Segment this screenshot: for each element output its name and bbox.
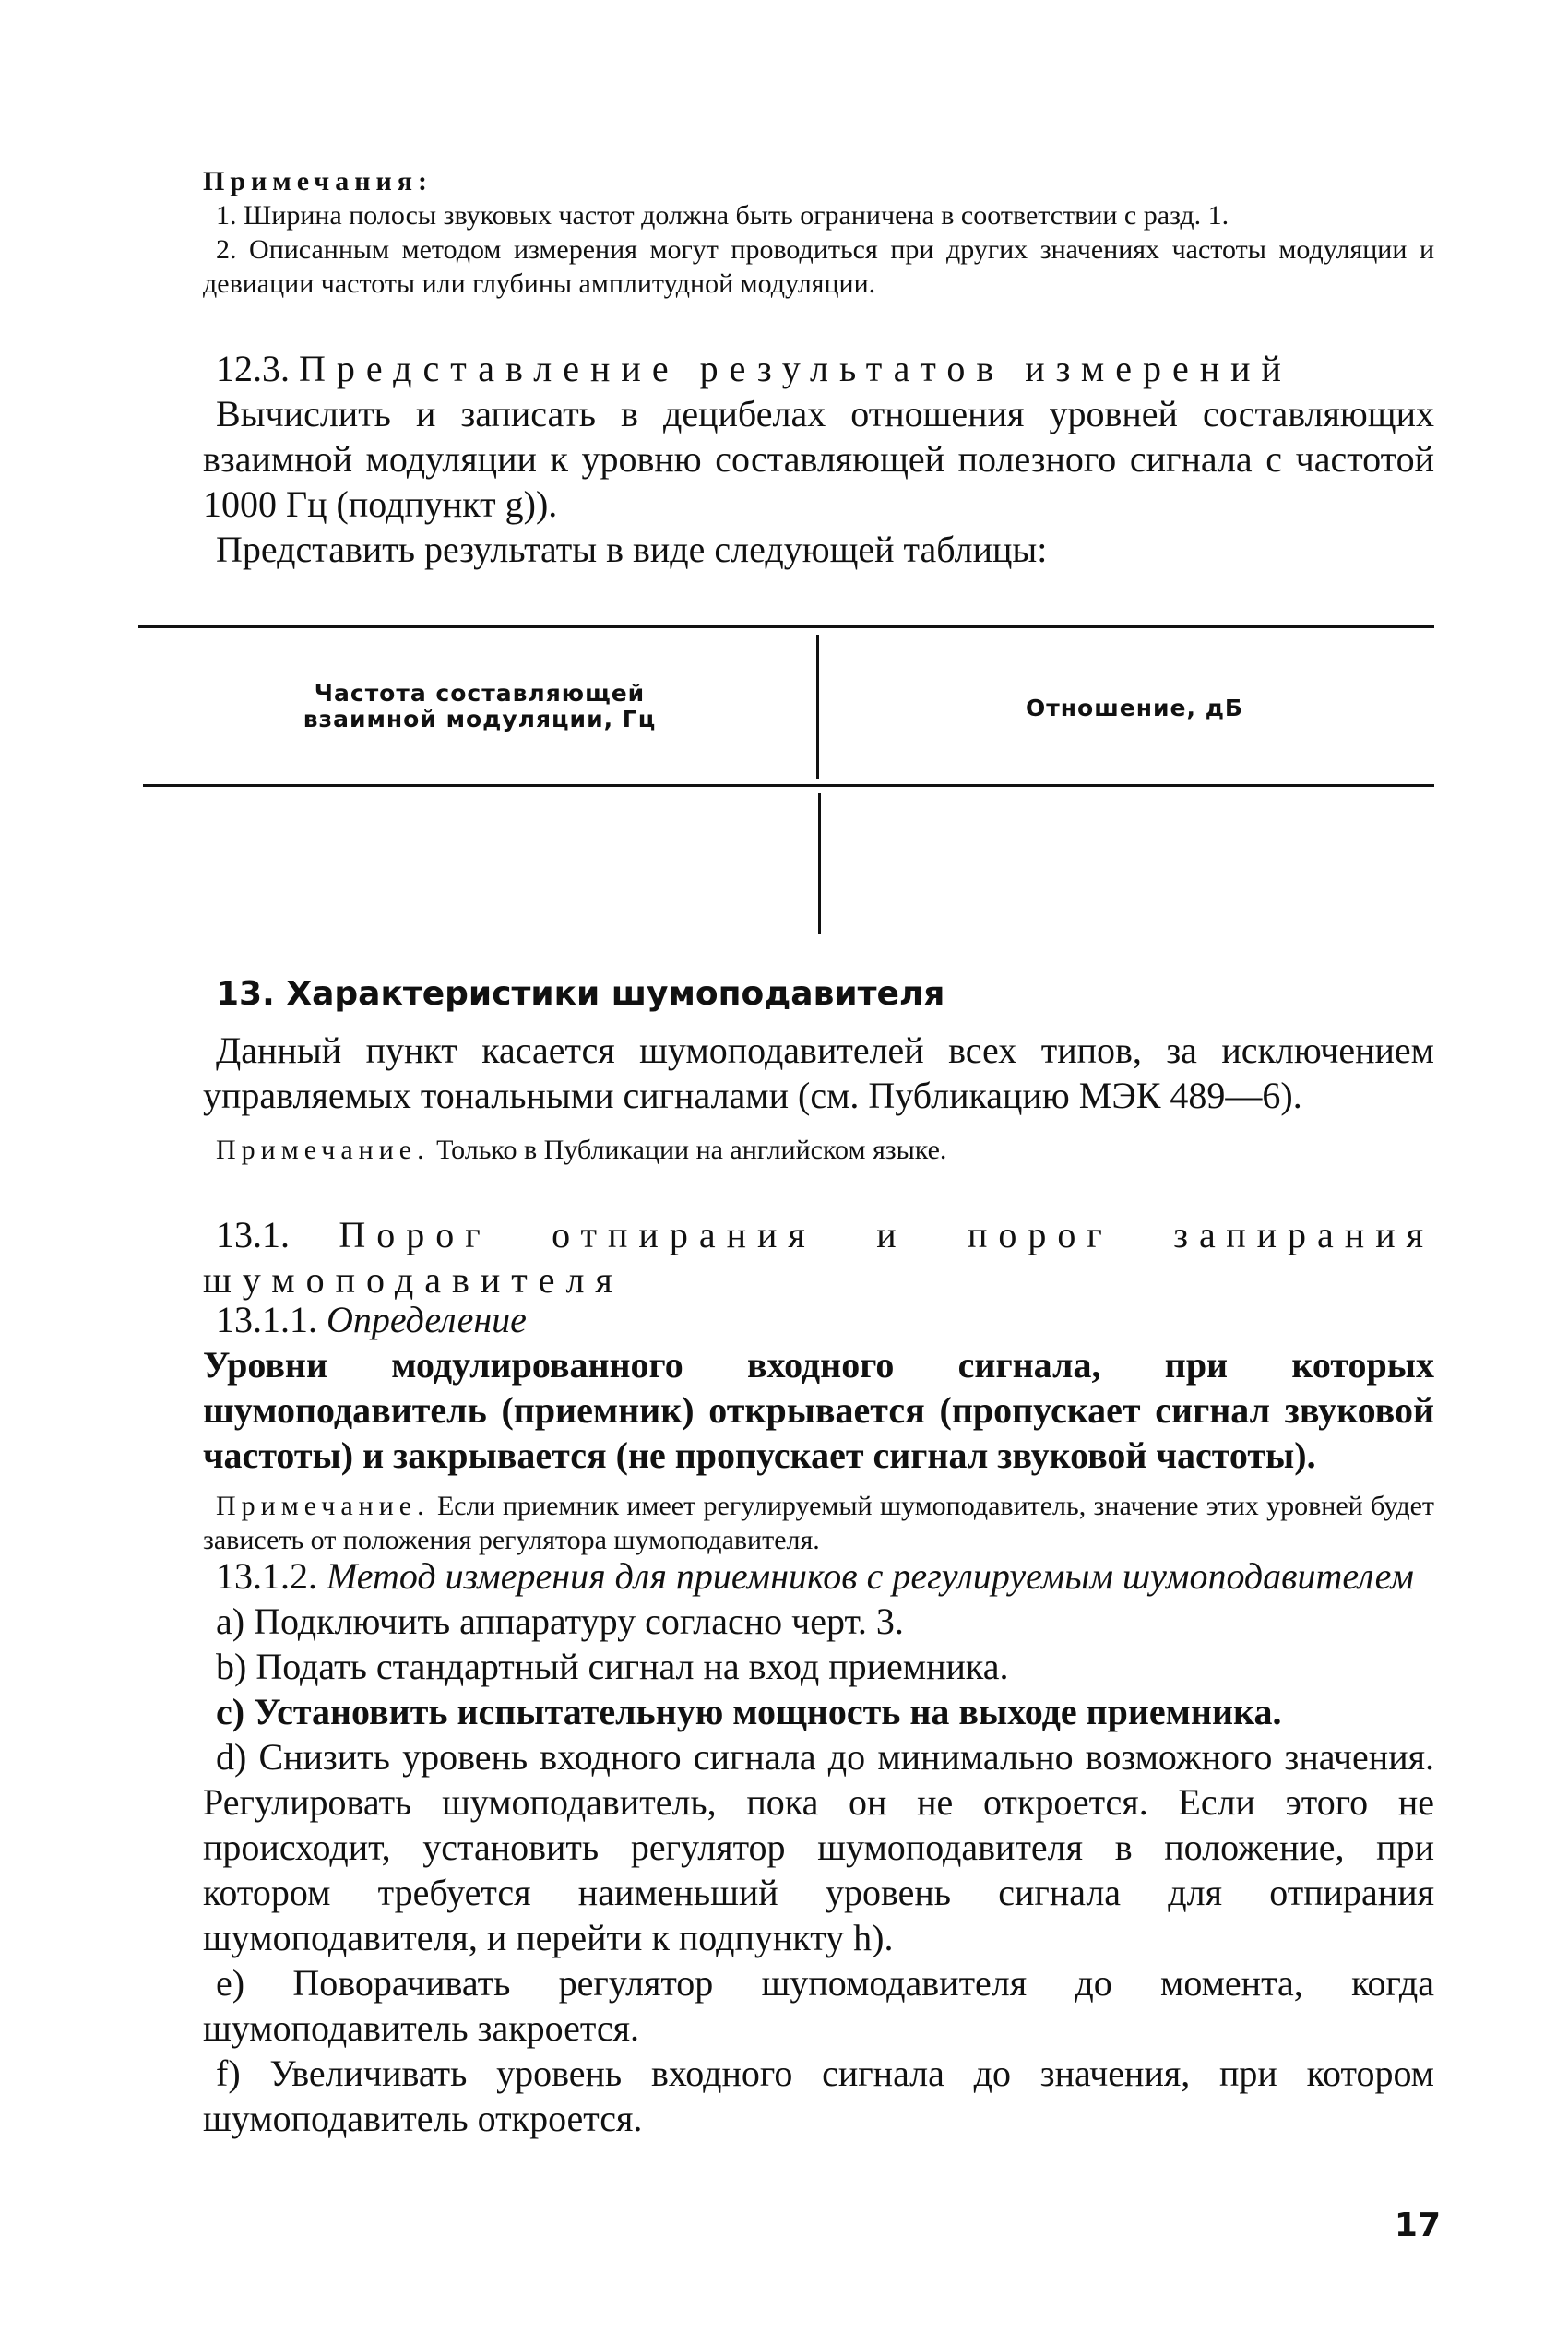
section-title: Метод измерения для приемников с регулируемым шумоподавителем [327, 1555, 1414, 1597]
section-12-3 [203, 346, 1434, 572]
section-13-1-1 [203, 1297, 1434, 1557]
paragraph: Вычислить и записать в децибелах отношения уровней составляющих взаимной модуляции к уровню составляющей полезного сигнала с частотой 1000 Гц (подпункт g)). [203, 393, 1434, 525]
list-item: e) Поворачивать регулятор шупомодавителя до момента, когда шумоподавитель закроется. [203, 1962, 1434, 2049]
note-text: Если приемник имеет регулируемый шумоподавитель, значение этих уровней будет зависеть от положения регулятора шумоподавителя. [203, 1491, 1435, 1555]
section-title: Характеристики шумоподавителя [286, 975, 945, 1013]
list-item: b) Подать стандартный сигнал на вход приемника. [216, 1646, 1009, 1687]
section-13 [203, 971, 1434, 1167]
section-13-1 [203, 1212, 1434, 1303]
notes-block [203, 164, 1434, 301]
section-13-1-2 [203, 1553, 1434, 2141]
section-title: Порог отпирания и порог запирания шумоподавителя [203, 1214, 1434, 1301]
list-item: d) Снизить уровень входного сигнала до минимально возможного значения. Регулировать шумоподавитель, пока он не откроется. Если этого не происходит, установить регулятор шумоподавителя в положение, при котором требуется наименьший уровень сигнала для отпирания шумоподавителя, и перейти к подпункту h). [203, 1736, 1434, 1958]
section-title: Определение [327, 1299, 527, 1340]
table-header-frequency: Частота составляющей взаимной модуляции, Гц [303, 680, 657, 732]
section-number: 13.1. [216, 1214, 290, 1255]
section-heading [203, 1553, 1434, 1599]
page-number: 17 [1394, 2207, 1441, 2244]
section-number: 13.1.2. [216, 1555, 317, 1597]
table-top-rule [138, 625, 1434, 628]
note-item: 2. Описанным методом измерения могут проводиться при других значениях частоты модуляции и девиации частоты или глубины амплитудной модуляции. [203, 234, 1434, 299]
list-item: c) Установить испытательную мощность на выходе приемника. [216, 1691, 1282, 1732]
paragraph: Данный пункт касается шумоподавителей всех типов, за исключением управляемых тональными сигналами (см. Публикацию МЭК 489—6). [203, 1029, 1434, 1116]
table-column-divider [816, 635, 819, 779]
section-heading [203, 1212, 1434, 1303]
section-number: 13.1.1. [216, 1299, 317, 1340]
note-item: 1. Ширина полосы звуковых частот должна быть ограничена в соответствии с разд. 1. [216, 200, 1229, 231]
note [203, 1133, 1434, 1167]
section-heading [203, 346, 1434, 391]
note-label: Примечание. [216, 1135, 430, 1165]
table-column-divider [818, 793, 821, 934]
list-item: a) Подключить аппаратуру согласно черт. 3. [216, 1600, 904, 1642]
list-item: f) Увеличивать уровень входного сигнала до значения, при котором шумоподавитель откроется. [203, 2052, 1434, 2139]
section-number: 12.3. [216, 348, 290, 389]
section-heading [203, 971, 1434, 1017]
section-title: Представление результатов измерений [299, 348, 1292, 389]
note-label: Примечание. [216, 1491, 430, 1521]
section-number: 13. [216, 975, 275, 1013]
note [203, 1489, 1434, 1557]
table-header-ratio: Отношение, дБ [1026, 695, 1243, 721]
paragraph: Представить результаты в виде следующей таблицы: [216, 529, 1048, 570]
notes-title: Примечания: [203, 166, 434, 196]
section-heading [203, 1297, 1434, 1342]
note-text: Только в Публикации на английском языке. [436, 1135, 947, 1165]
paragraph: Уровни модулированного входного сигнала, при которых шумоподавитель (приемник) открывается (пропускает сигнал звуковой частоты) и закрывается (не пропускает сигнал звуковой частоты). [203, 1344, 1434, 1476]
table-header-rule [143, 784, 1434, 787]
